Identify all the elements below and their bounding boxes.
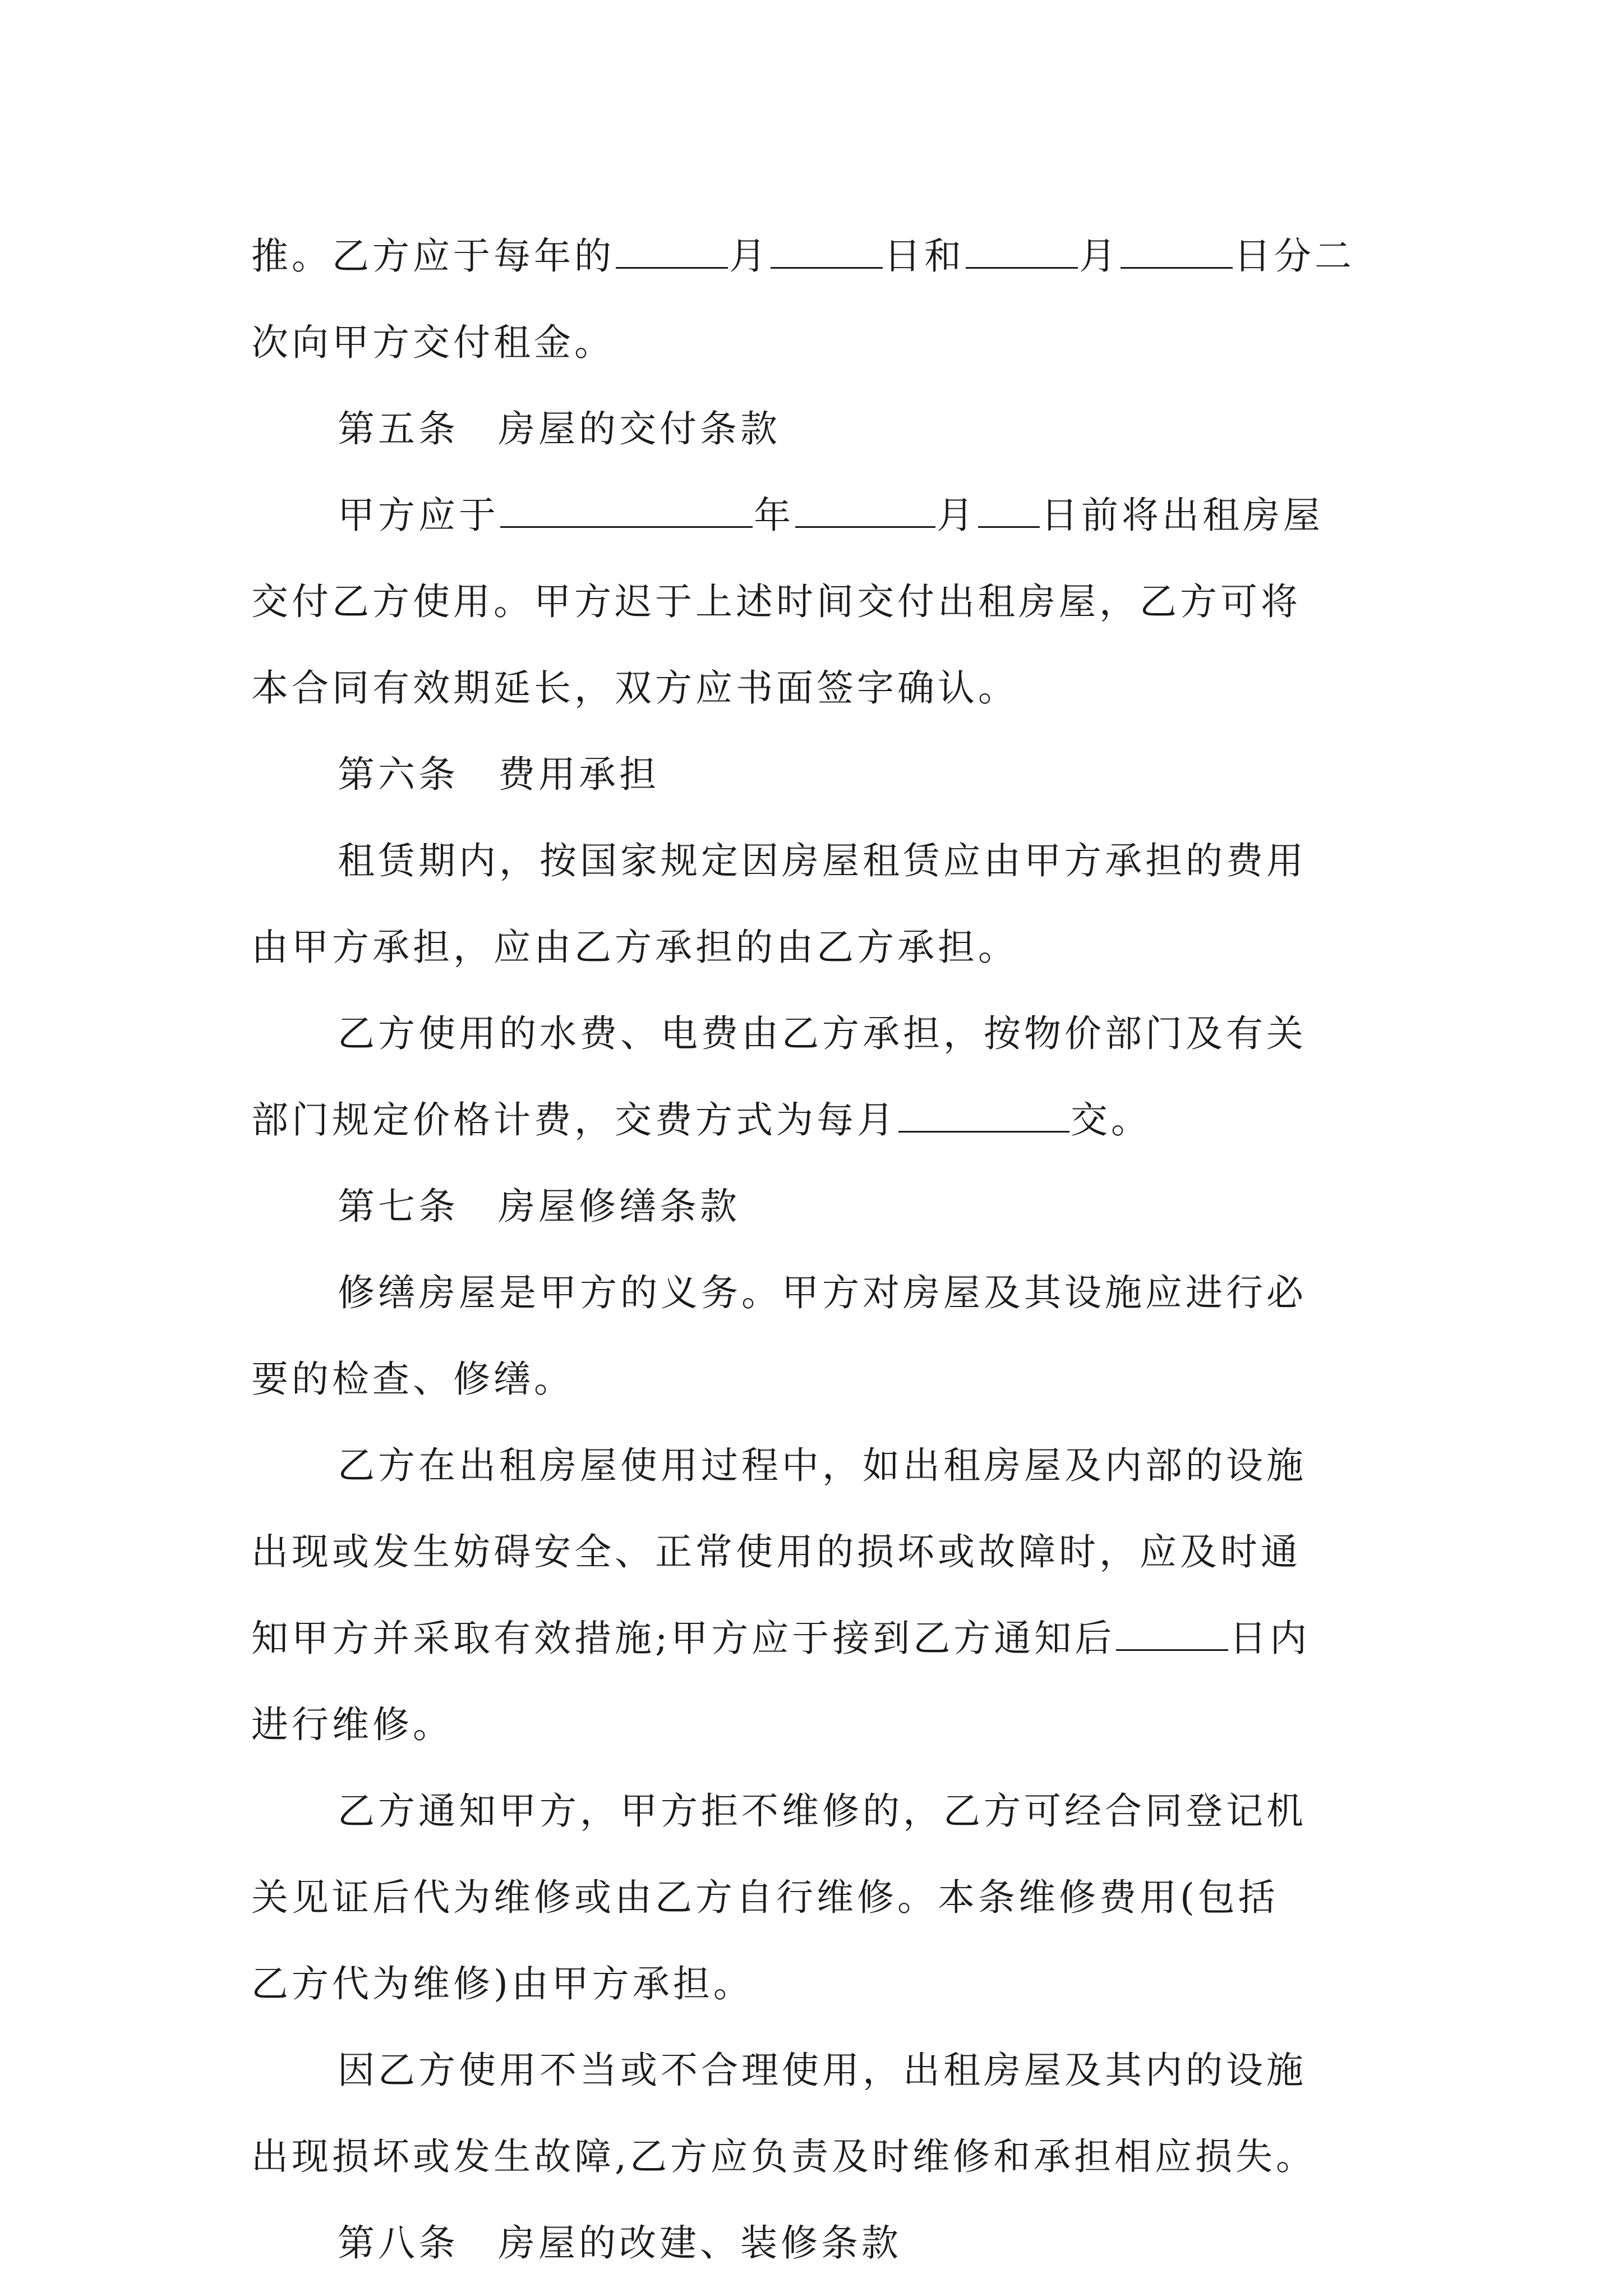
article-title: 费用承担 xyxy=(498,753,660,796)
text-line: 乙方在出租房屋使用过程中，如出租房屋及内部的设施 xyxy=(338,1444,1307,1487)
article-heading xyxy=(251,1163,1384,1250)
text-line: 次向甲方交付租金。 xyxy=(251,321,615,364)
text-line: 关见证后代为维修或由乙方自行维修。本条维修费用(包括 xyxy=(251,1876,1279,1919)
text-line: 乙方通知甲方，甲方拒不维修的，乙方可经合同登记机 xyxy=(338,1789,1307,1833)
fill-in-blank xyxy=(616,228,728,269)
text-line: 修缮房屋是甲方的义务。甲方对房屋及其设施应进行必 xyxy=(338,1271,1307,1314)
line-text: 知甲方并采取有效措施;甲方应于接到乙方通知后 xyxy=(251,1617,1115,1660)
fill-in-blank xyxy=(771,228,883,269)
fill-in-blank xyxy=(898,1092,1069,1133)
text-line: 进行维修。 xyxy=(251,1703,453,1746)
line-text: 日和 xyxy=(884,234,965,278)
text-line xyxy=(251,1077,1384,1163)
line-text: 年 xyxy=(754,494,794,537)
fill-in-blank xyxy=(978,487,1040,528)
line-text: 月 xyxy=(729,234,769,278)
article-number: 第五条 xyxy=(338,407,459,450)
text-line: 本合同有效期延长，双方应书面签字确认。 xyxy=(251,666,1018,710)
text-line xyxy=(251,213,1384,300)
article-number: 第八条 xyxy=(338,2221,459,2265)
line-text: 推。乙方应于每年的 xyxy=(251,234,615,278)
fill-in-blank xyxy=(1121,228,1233,269)
line-text: 日分二 xyxy=(1234,234,1355,278)
text-line: 乙方代为维修)由甲方承担。 xyxy=(251,1962,754,2005)
fill-in-blank xyxy=(500,487,753,528)
contract-body xyxy=(251,213,1384,2286)
text-line: 由甲方承担，应由乙方承担的由乙方承担。 xyxy=(251,926,1018,969)
text-line: 因乙方使用不当或不合理使用，出租房屋及其内的设施 xyxy=(338,2049,1307,2092)
line-text: 月 xyxy=(937,494,977,537)
line-text: 交。 xyxy=(1071,1098,1151,1142)
line-text: 日前将出租房屋 xyxy=(1041,494,1324,537)
line-text: 月 xyxy=(1079,234,1119,278)
text-line xyxy=(251,1595,1384,1682)
fill-in-blank xyxy=(795,487,935,528)
line-text: 甲方应于 xyxy=(338,494,499,537)
article-heading xyxy=(251,731,1384,818)
article-number: 第六条 xyxy=(338,753,459,796)
text-line: 出现或发生妨碍安全、正常使用的损坏或故障时，应及时通 xyxy=(251,1530,1301,1573)
text-line: 出现损坏或发生故障,乙方应负责及时维修和承担相应损失。 xyxy=(251,2135,1316,2178)
article-heading xyxy=(251,2200,1384,2286)
line-text: 日内 xyxy=(1229,1617,1311,1660)
text-line xyxy=(251,472,1384,559)
text-line: 租赁期内，按国家规定因房屋租赁应由甲方承担的费用 xyxy=(338,839,1307,882)
text-line: 乙方使用的水费、电费由乙方承担，按物价部门及有关 xyxy=(338,1012,1307,1055)
text-line: 要的检查、修缮。 xyxy=(251,1358,574,1401)
article-title: 房屋修缮条款 xyxy=(498,1185,740,1228)
text-line: 交付乙方使用。甲方迟于上述时间交付出租房屋，乙方可将 xyxy=(251,580,1301,623)
article-number: 第七条 xyxy=(338,1185,459,1228)
fill-in-blank xyxy=(966,228,1078,269)
line-text: 部门规定价格计费，交费方式为每月 xyxy=(251,1098,897,1142)
article-title: 房屋的交付条款 xyxy=(498,407,781,450)
article-heading xyxy=(251,386,1384,472)
fill-in-blank xyxy=(1116,1611,1228,1651)
article-title: 房屋的改建、装修条款 xyxy=(498,2221,902,2265)
